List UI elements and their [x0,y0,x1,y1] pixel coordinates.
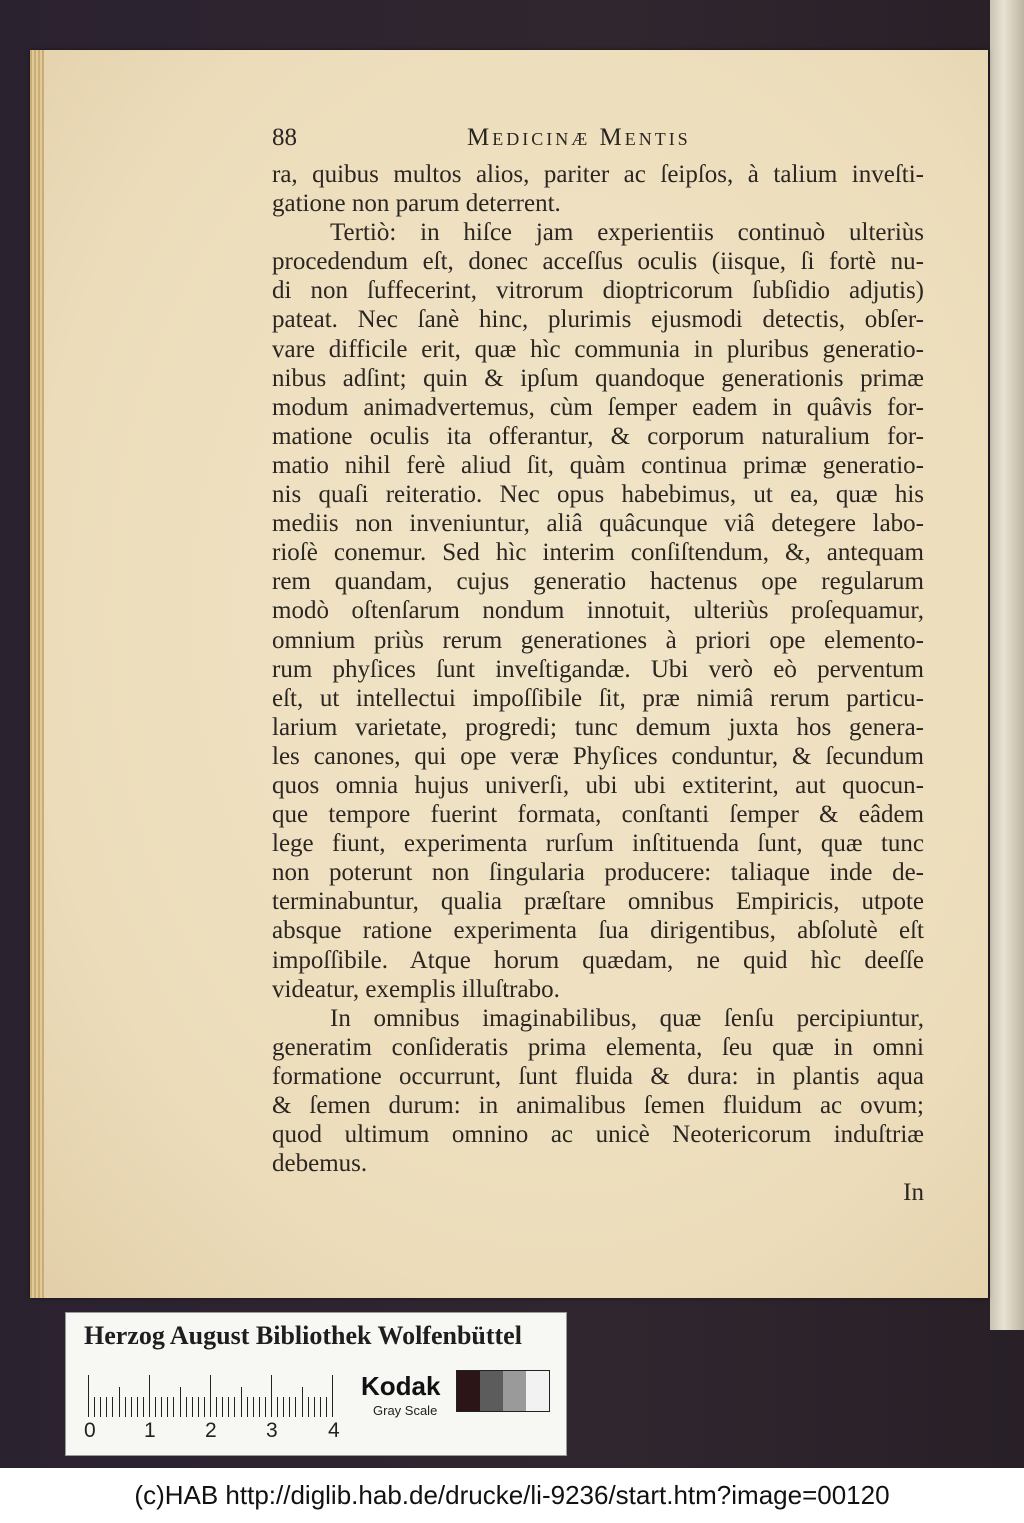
ruler-tick [247,1397,248,1417]
text-line: rem quandam, cujus generatio hactenus ope regularum [272,568,924,596]
text-line: omnium priùs rerum generationes à priori ope elemento- [272,626,924,654]
gray-scale-label: Gray Scale [373,1403,438,1418]
text-line: matio nihil ferè aliud ſit, quàm continua primæ generatio- [272,451,924,479]
body-text [272,160,924,1207]
ruler-tick [326,1397,327,1417]
gray-swatch [457,1371,480,1411]
text-line: vare difficile erit, quæ hìc communia in pluribus generatio- [272,335,924,363]
text-line: lege fiunt, experimenta rurſum inſtituenda ſunt, quæ tunc [272,830,924,858]
text-line: larium varietate, progredi; tunc demum juxta hos genera- [272,713,924,741]
text-line: In [903,1179,924,1207]
ruler-tick [222,1397,223,1417]
page-fore-edge [30,50,44,1298]
ruler-tick [241,1387,242,1417]
text-line: nibus adſint; quin & ipſum quandoque generationis primæ [272,364,924,392]
ruler-tick [198,1397,199,1417]
ruler-tick [259,1397,260,1417]
ruler-tick [234,1397,235,1417]
scale-number: 4 [328,1419,340,1442]
text-line: mediis non inveniuntur, aliâ quâcunque viâ detegere labo- [272,510,924,538]
ruler-tick [320,1397,321,1417]
scale-number: 3 [266,1419,278,1442]
text-line: Tertiò: in hiſce jam experientiis continuò ulteriùs [330,219,924,247]
ruler-tick [161,1397,162,1417]
ruler-tick [332,1375,333,1417]
ruler-tick [106,1397,107,1417]
text-line: nis quaſi reiteratio. Nec opus habebimus, ut ea, quæ his [272,481,924,509]
gray-swatch [503,1371,526,1411]
text-line: terminabuntur, qualia præſtare omnibus Empiricis, utpote [272,888,924,916]
ruler-tick [180,1387,181,1417]
text-line: procedendum eſt, donec acceſſus oculis (iisque, ſi fortè nu- [272,248,924,276]
copyright-credit: (c)HAB http://diglib.hab.de/drucke/li-9236/start.htm?image=00120 [0,1468,1024,1523]
scale-number: 2 [205,1419,217,1442]
text-line: impoſſibile. Atque horum quædam, ne quid hìc deeſſe [272,946,924,974]
text-line: & ſemen durum: in animalibus ſemen fluidum ac ovum; [272,1092,924,1119]
ruler-tick [100,1397,101,1417]
ruler-tick [167,1397,168,1417]
scale-number: 1 [144,1419,156,1442]
ruler-tick [283,1397,284,1417]
ruler-tick [131,1397,132,1417]
ruler-tick [265,1397,266,1417]
text-line: di non ſuffecerint, vitrorum dioptricorum ſubſidio adjutis) [272,277,924,305]
ruler-tick [210,1375,211,1417]
text-line: modum animadvertemus, cùm ſemper eadem in quâvis for- [272,393,924,421]
ruler-tick [314,1397,315,1417]
text-line: quod ultimum omnino ac unicè Neotericorum induſtriæ [272,1121,924,1149]
ruler-tick [192,1397,193,1417]
ruler-tick [155,1397,156,1417]
ruler-tick [204,1397,205,1417]
text-line: modò oſtenſarum nondum innotuit, ulteriùs proſequamur, [272,597,924,625]
text-line: debemus. [272,1150,368,1178]
ruler-tick [289,1397,290,1417]
ruler-tick [112,1397,113,1417]
text-line: rioſè conemur. Sed hìc interim conſiſtendum, &, antequam [272,539,924,567]
gray-swatch [526,1371,549,1411]
kodak-logo: Kodak [361,1371,441,1401]
scale-number: 0 [84,1419,96,1442]
running-head [272,124,932,156]
text-line: que tempore fuerint formata, conſtanti ſemper & eâdem [272,801,924,829]
ruler-tick [149,1375,150,1417]
text-line: ra, quibus multos alios, pariter ac ſeipſos, à talium inveſti- [272,161,924,188]
text-line: pateat. Nec ſanè hinc, plurimis ejusmodi detectis, obſer- [272,306,924,334]
ruler-tick [302,1387,303,1417]
ruler-tick [295,1397,296,1417]
ruler-tick [271,1375,272,1417]
adjacent-page-edge [990,0,1024,1330]
gray-swatch [480,1371,503,1411]
ruler-tick [216,1397,217,1417]
ruler-tick [277,1397,278,1417]
page-number: 88 [272,124,297,151]
text-line: In omnibus imaginabilibus, quæ ſenſu percipiuntur, [330,1004,924,1032]
library-name: Herzog August Bibliothek Wolfenbüttel [84,1321,522,1350]
text-line: les canones, qui ope veræ Phyſices conduntur, & ſecundum [272,742,924,770]
ruler-tick [119,1387,120,1417]
text-line: non poterunt non ſingularia producere: taliaque inde de- [272,859,924,887]
ruler-tick [173,1397,174,1417]
ruler-tick [186,1397,187,1417]
gray-swatches [456,1370,550,1412]
ruler-tick [94,1397,95,1417]
ruler-tick [253,1397,254,1417]
text-line: formatione occurrunt, ſunt fluida & dura: in plantis aqua [272,1062,924,1090]
ruler [88,1375,338,1417]
ruler-tick [125,1397,126,1417]
ruler-tick [228,1397,229,1417]
text-line: quos omnia hujus univerſi, ubi ubi extiterint, aut quocun- [272,771,924,799]
running-title: Medicinæ Mentis [467,124,691,151]
text-line: rum phyſices ſunt inveſtigandæ. Ubi verò eò perventum [272,655,924,683]
text-line: generatim conſideratis prima elementa, ſeu quæ in omni [272,1033,924,1061]
ruler-tick [88,1375,89,1417]
text-line: absque ratione experimenta ſua dirigentibus, abſolutè eſt [272,917,924,945]
text-line: eſt, ut intellectui impoſſibile ſit, præ nimiâ rerum particu- [272,684,924,712]
ruler-tick [308,1397,309,1417]
text-line: matione oculis ita offerantur, & corporum naturalium for- [272,422,924,450]
ruler-tick [143,1397,144,1417]
text-line: videatur, exemplis illuſtrabo. [272,975,560,1003]
ruler-tick [137,1397,138,1417]
color-target-card [65,1312,567,1456]
text-line: gatione non parum deterrent. [272,190,561,218]
